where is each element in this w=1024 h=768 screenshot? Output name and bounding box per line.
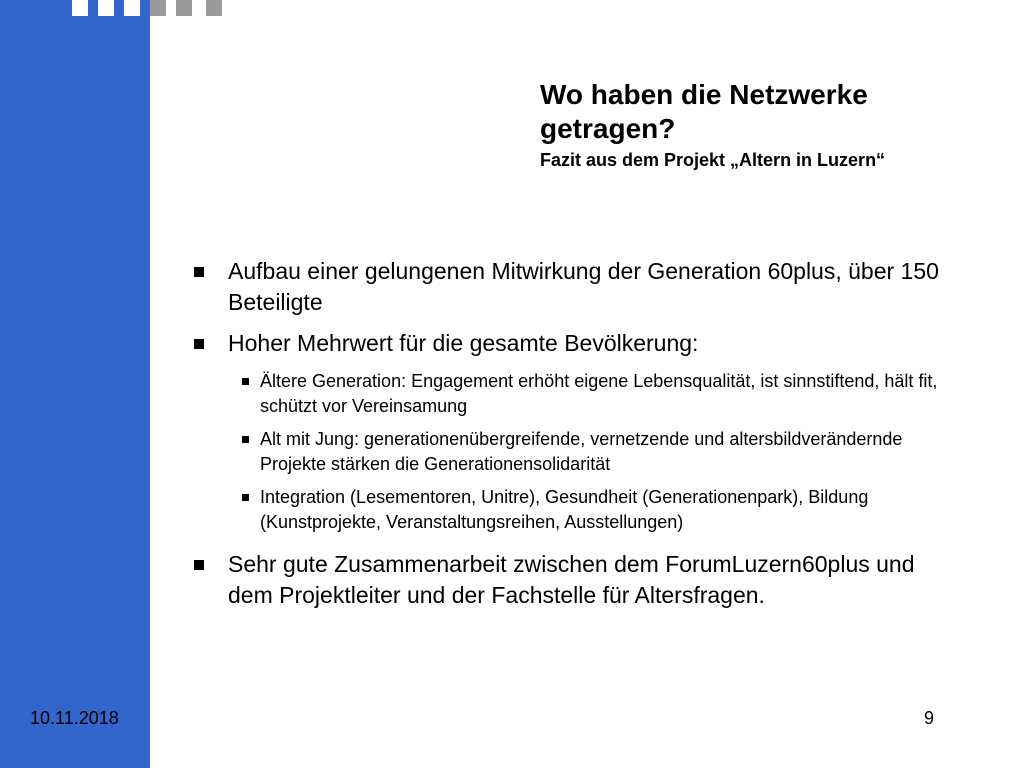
slide-title: Wo haben die Netzwerke getragen? [540, 79, 868, 144]
bullet-square-icon [194, 267, 204, 277]
square-decor [124, 0, 140, 16]
bullet-item [188, 549, 948, 611]
bullet-item [188, 256, 948, 318]
decorative-squares [0, 0, 230, 16]
bullet-text: Sehr gute Zusammenarbeit zwischen dem ForumLuzern60plus und dem Projektleiter und der Fachstelle für Altersfragen. [228, 551, 915, 608]
bullet-text: Aufbau einer gelungenen Mitwirkung der Generation 60plus, über 150 Beteiligte [228, 258, 939, 315]
footer-date: 10.11.2018 [30, 708, 119, 728]
sub-bullet-text: Alt mit Jung: generationenübergreifende, vernetzende und altersbildverändernde Projekte stärken die Generationensolidarität [260, 429, 903, 474]
bullet-item [188, 328, 948, 359]
square-decor [206, 0, 222, 16]
page-number: 9 [924, 708, 935, 728]
sub-bullet-item [188, 427, 948, 477]
sub-bullet-item [188, 369, 948, 419]
sub-bullet-square-icon [242, 378, 249, 385]
square-decor [72, 0, 88, 16]
slide-subtitle: Fazit aus dem Projekt „Altern in Luzern“ [540, 150, 886, 170]
bullet-square-icon [194, 339, 204, 349]
sub-bullet-list [188, 369, 948, 535]
slide-title-block [540, 78, 960, 173]
bullet-square-icon [194, 560, 204, 570]
sub-bullet-text: Ältere Generation: Engagement erhöht eigene Lebensqualität, ist sinnstiftend, hält fit, schützt vor Vereinsamung [260, 371, 938, 416]
sub-bullet-square-icon [242, 494, 249, 501]
sub-bullet-square-icon [242, 436, 249, 443]
sub-bullet-text: Integration (Lesementoren, Unitre), Gesundheit (Generationenpark), Bildung (Kunstprojekte, Veranstaltungsreihen, Ausstellungen) [260, 487, 869, 532]
square-decor [98, 0, 114, 16]
sub-bullet-item [188, 485, 948, 535]
side-bar [0, 0, 150, 768]
bullet-list [188, 256, 948, 621]
bullet-text: Hoher Mehrwert für die gesamte Bevölkerung: [228, 330, 699, 356]
square-decor [176, 0, 192, 16]
square-decor [150, 0, 166, 16]
